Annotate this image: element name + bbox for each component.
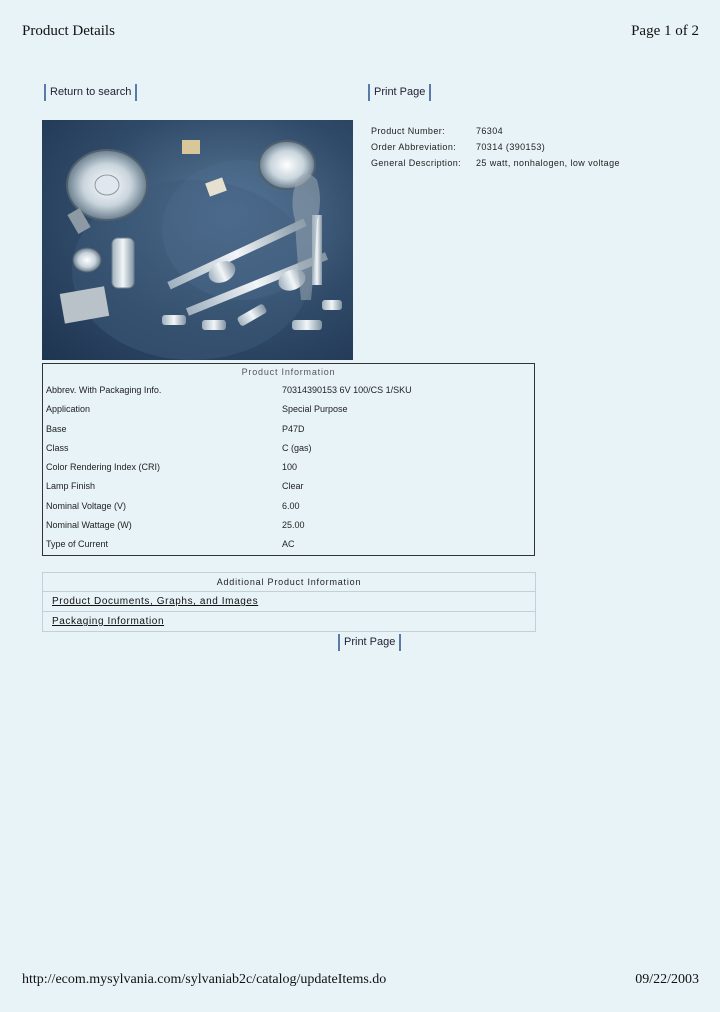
row-label: Application	[46, 404, 91, 415]
table-row	[43, 516, 534, 535]
order-abbreviation-label: Order Abbreviation:	[371, 142, 457, 152]
order-abbreviation-row	[371, 139, 620, 155]
row-label: Abbrev. With Packaging Info.	[46, 385, 162, 395]
footer-date: 09/22/2003	[635, 972, 699, 987]
general-description-value: 25 watt, nonhalogen, low voltage	[476, 158, 620, 168]
row-value: Special Purpose	[282, 404, 348, 415]
row-value: 100	[282, 462, 298, 473]
row-label: Color Rendering Index (CRI)	[46, 462, 161, 473]
page-title: Product Details	[22, 23, 115, 39]
product-image	[42, 120, 353, 360]
row-value: 70314390153 6V 100/CS 1/SKU	[282, 385, 412, 395]
product-information-caption: Product Information	[241, 367, 336, 377]
row-value: P47D	[282, 423, 305, 434]
row-value: 6.00	[282, 500, 300, 511]
row-label: Class	[46, 442, 69, 453]
return-to-search-button[interactable]: Return to search	[44, 84, 137, 101]
list-item	[43, 591, 535, 611]
row-label: Lamp Finish	[46, 481, 96, 492]
row-value: AC	[282, 539, 295, 550]
table-row	[43, 420, 534, 439]
print-page-button[interactable]: Print Page	[368, 84, 431, 101]
row-label: Type of Current	[46, 539, 109, 550]
table-row	[43, 458, 534, 477]
row-value: Clear	[282, 481, 304, 492]
list-item	[43, 611, 535, 631]
row-value: 25.00	[282, 520, 305, 531]
row-label: Nominal Wattage (W)	[46, 520, 132, 531]
row-value: C (gas)	[282, 442, 312, 453]
product-number-row	[371, 123, 620, 139]
row-label: Base	[46, 423, 67, 434]
table-row	[43, 439, 534, 458]
product-information-table	[42, 363, 535, 556]
table-row	[43, 381, 534, 400]
page-indicator: Page 1 of 2	[631, 23, 699, 39]
table-row	[43, 477, 534, 496]
product-documents-link[interactable]: Product Documents, Graphs, and Images	[52, 596, 259, 607]
print-page-button-bottom[interactable]: Print Page	[338, 634, 401, 651]
product-summary	[371, 123, 620, 171]
product-number-label: Product Number:	[371, 126, 446, 136]
table-row	[43, 400, 534, 419]
row-label: Nominal Voltage (V)	[46, 500, 127, 511]
packaging-information-link[interactable]: Packaging Information	[52, 616, 165, 627]
table-row	[43, 497, 534, 516]
footer-url: http://ecom.mysylvania.com/sylvaniab2c/catalog/updateItems.do	[22, 972, 387, 987]
additional-info-caption: Additional Product Information	[216, 577, 362, 587]
additional-product-information	[42, 572, 536, 632]
general-description-label: General Description:	[371, 158, 462, 168]
product-number-value: 76304	[476, 126, 504, 136]
table-row	[43, 535, 534, 554]
general-description-row	[371, 155, 620, 171]
order-abbreviation-value: 70314 (390153)	[476, 142, 546, 152]
